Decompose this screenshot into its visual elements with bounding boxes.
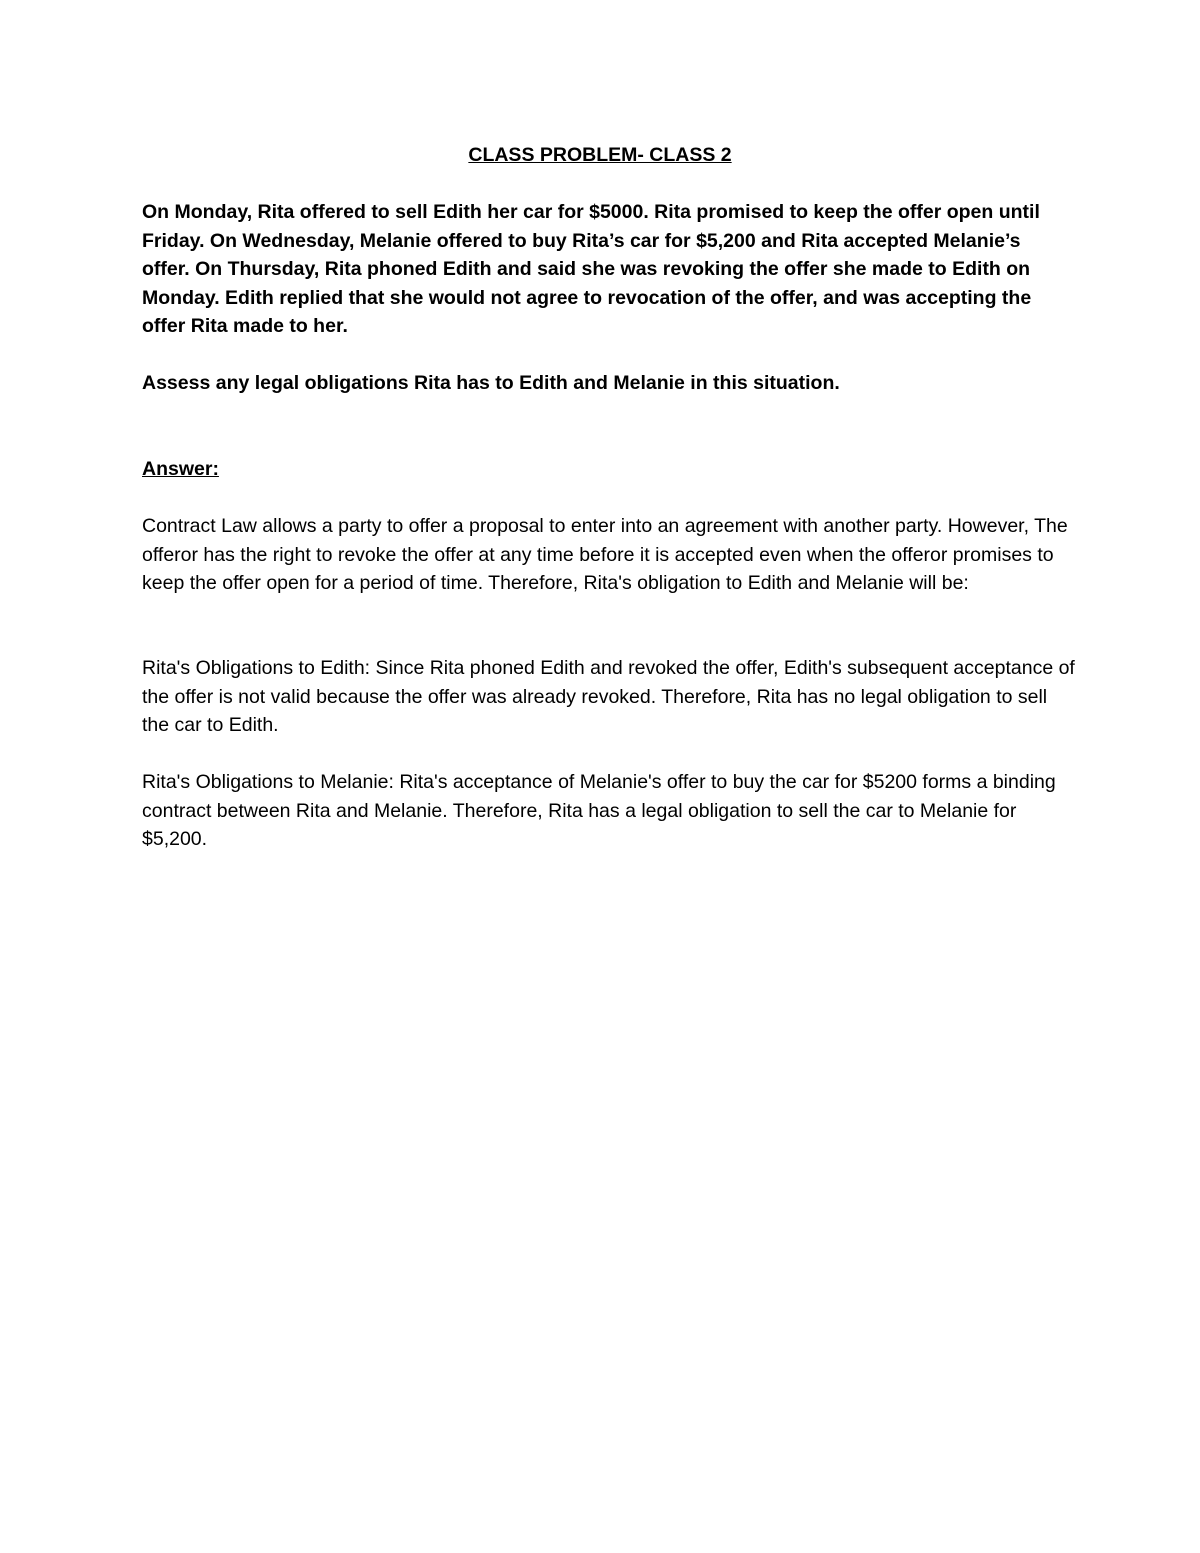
answer-paragraph-edith: Rita's Obligations to Edith: Since Rita phoned Edith and revoked the offer, Edith's subsequent acceptance of the offer is not valid because the offer was already revoked. Therefore, Rita has no legal obligation to sell the car to Edith. [142, 657, 1075, 737]
answer-paragraph-melanie: Rita's Obligations to Melanie: Rita's acceptance of Melanie's offer to buy the car for $5200 forms a binding contract between Rita and Melanie. Therefore, Rita has a legal obligation to sell the car to Melanie for $5,200. [142, 771, 1056, 851]
question-prompt: Assess any legal obligations Rita has to Edith and Melanie in this situation. [142, 372, 840, 394]
problem-statement: On Monday, Rita offered to sell Edith her car for $5000. Rita promised to keep the offer open until Friday. On Wednesday, Melanie offered to buy Rita’s car for $5,200 and Rita accepted Melanie’s offer. On Thursday, Rita phoned Edith and said she was revoking the offer she made to Edith on Monday. Edith replied that she would not agree to revocation of the offer, and was accepting the offer Rita made to her. [142, 201, 1040, 338]
answer-paragraph-intro: Contract Law allows a party to offer a proposal to enter into an agreement with another party. However, The offeror has the right to revoke the offer at any time before it is accepted even when the offeror promises to keep the offer open for a period of time. Therefore, Rita's obligation to Edith and Melanie will be: [142, 515, 1068, 595]
document-title: CLASS PROBLEM- CLASS 2 [468, 144, 732, 166]
answer-heading: Answer: [142, 458, 219, 480]
